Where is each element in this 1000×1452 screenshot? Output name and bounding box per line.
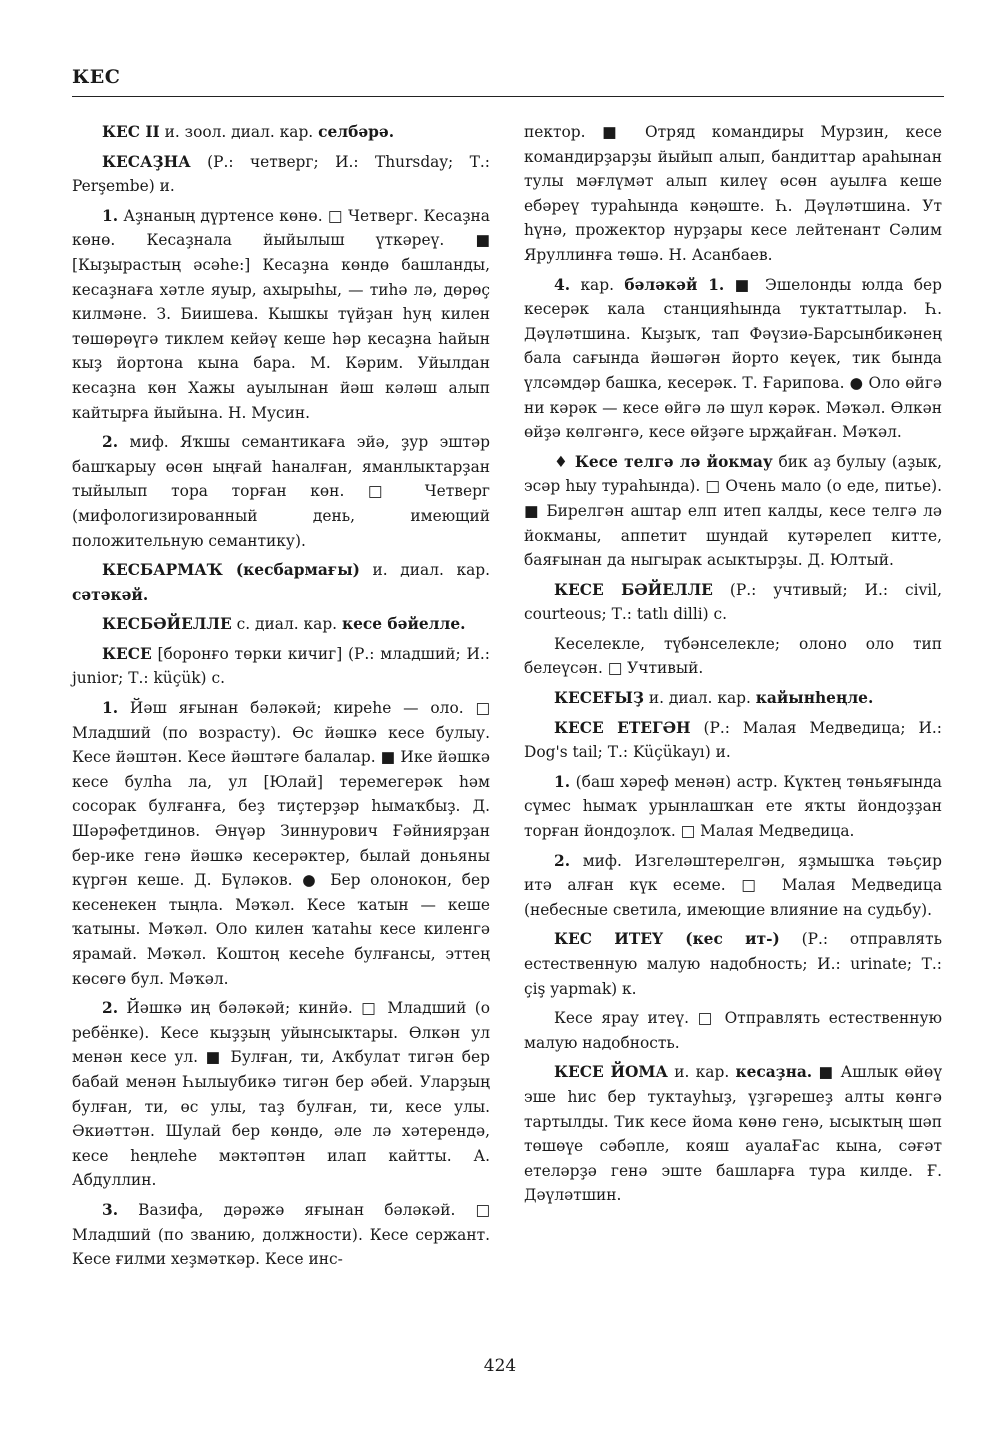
entry-text: и. кар. bbox=[667, 1063, 736, 1082]
entry-text: миф. Изгеләштерелгән, яҙмышҡа тәьҫир итә алған күк есеме. □ Малая Медведица (небесные светила, имеющие влияние на судьбу). bbox=[524, 851, 942, 919]
entry-text: пектор. ■ Отряд командиры Мурзин, кесе командирҙарҙы йыйып алып, бандиттар араһынан тулы мәғлүмәт алып килеү өсөн ауылға кеше ебәреү тураһында кәңәште. Һ. Дәүләтшина. Ут һүнә, прожектор нурҙары кесе лейтенант Сәлим Яруллинға төшә. Н. Асанбаев. bbox=[524, 123, 942, 264]
headword: КЕСЕ ЙОМА bbox=[554, 1063, 668, 1082]
entry-text: (Р.: Малая Медведица; И.: Dog's tail; Т.: Küçükayı) и. bbox=[524, 718, 942, 762]
left-column bbox=[72, 120, 490, 1277]
entry-text: Йәшкә иң бәләкәй; кинйә. □ Младший (о ребёнке). Кесе кыҙҙың уйынсыктары. Өлкән ул менән кесе ул. ■ Булған, ти, Аҡбулат тигән бер бабай менән Һылыубикә тигән бер әбей. Уларҙың булған, ти, өс улы, таҙ булған, ти, кесе улы. Әкиәттән. Шулай бер көндө, әле лә хәтерендә, кесе һеңлеһе мәктәптән илап кайтты. А. Абдуллин. bbox=[72, 999, 490, 1190]
dictionary-paragraph bbox=[524, 716, 942, 765]
entry-text: Кеселекле, түбәнселекле; олоно оло тип белеүсән. □ Учтивый. bbox=[524, 634, 942, 678]
entry-text: (Р.: учтивый; И.: civil, courteous; Т.: tatlı dilli) с. bbox=[524, 580, 942, 624]
headword: кесе бәйелле. bbox=[341, 615, 466, 634]
entry-text: (Р.: четверг; И.: Thursday; Т.: Perşembe) и. bbox=[72, 152, 490, 196]
headword: КЕСАҘНА bbox=[102, 152, 191, 171]
headword: 4. bbox=[554, 275, 571, 294]
dictionary-paragraph bbox=[72, 558, 490, 607]
headword: КЕСЕҒЫҘ bbox=[554, 689, 644, 708]
headword: КЕСБӘЙЕЛЛЕ bbox=[102, 615, 232, 634]
entry-text: и. зоол. диал. кар. bbox=[159, 123, 319, 141]
entry-text: ■ Ашлык өйөү эше һис бер туктауһыҙ, үҙгәрешеҙ алты көнгә тартылды. Тик кесе йома көнө генә, ысыктың шәп төшөүе сәбәпле, кояш ауалаҒас кына, сәғәт етеләрҙә генә эште башларға тура килде. Ғ. Дәүләтшин. bbox=[524, 1063, 943, 1205]
headword: 1. bbox=[102, 206, 119, 225]
headword: бәләкәй 1. bbox=[624, 275, 725, 294]
dictionary-paragraph bbox=[524, 450, 942, 573]
dictionary-paragraph bbox=[72, 430, 490, 553]
entry-text: и. диал. кар. bbox=[643, 689, 756, 708]
headword: КЕСБАРМАҠ (кесбармағы) bbox=[102, 561, 360, 580]
entry-text: ■ Эшелонды юлда бер кесерәк кала станцияһында туктаттылар. Һ. Дәүләтшина. Кыҙыҡ, тап Фәүзиә-Барсынбикәнең бала сағында йәшәгән йорто кеүек, тик бында үлсәмдәр башка, кесерәк. Т. Ғарипова. ● Оло өйгә ни кәрәк — кесе өйгә лә шул кәрәк. Мәҡәл. Өлкән өйҙә көлгәнгә, кесе өйҙәге ырҗайған. Мәҡәл. bbox=[524, 275, 942, 442]
entry-text: и. диал. кар. bbox=[359, 561, 490, 580]
dictionary-paragraph bbox=[72, 612, 490, 637]
running-header bbox=[72, 66, 944, 97]
headword: 2. bbox=[102, 433, 119, 452]
dictionary-paragraph bbox=[72, 1198, 490, 1272]
page-number: 424 bbox=[483, 1356, 517, 1376]
dictionary-paragraph bbox=[524, 632, 942, 681]
dictionary-paragraph bbox=[524, 770, 942, 844]
headword: КЕС II bbox=[102, 123, 160, 141]
entry-text: с. диал. кар. bbox=[231, 615, 342, 634]
dictionary-paragraph bbox=[524, 1006, 942, 1055]
running-head-text: КЕС bbox=[72, 66, 121, 88]
entry-text: (баш хәреф менән) астр. Күктең төньяғында сүмес һымаҡ урынлашҡан ете яҡты йондоҙҙан торған йондоҙлоҡ. □ Малая Медведица. bbox=[524, 772, 942, 841]
headword: сәтәкәй. bbox=[72, 585, 149, 604]
headword: КЕСЕ ЕТЕГӘН bbox=[554, 718, 691, 737]
entry-text: бик аҙ булыу (аҙык, эсәр һыу тураһында). □ Очень мало (о еде, питье). ■ Бирелгән аштар елп итеп калды, кесе телгә лә йокманы, аппетит шундай кутәрелеп китте, баяғынан да ныгырак асыктырҙы. Д. Юлтый. bbox=[524, 452, 942, 570]
entry-text: Кесе яраy итеү. □ Отправлять естественную малую надобность. bbox=[524, 1009, 942, 1052]
entry-text: (Р.: отправлять естественную малую надобность; И.: urinate; Т.: çiş yapmak) к. bbox=[524, 930, 942, 998]
dictionary-paragraph bbox=[524, 849, 942, 923]
dictionary-paragraph bbox=[524, 1060, 942, 1208]
dictionary-paragraph bbox=[72, 696, 490, 991]
headword: селбәрә. bbox=[318, 123, 395, 141]
headword: 1. bbox=[554, 772, 571, 791]
headword: 3. bbox=[102, 1200, 119, 1219]
headword: кайынһеңле. bbox=[755, 689, 874, 708]
headword: КЕСЕ bbox=[102, 644, 152, 663]
entry-text: Йәш яғынан бәләкәй; киреһе — оло. □ Младший (по возрасту). Өс йәшкә кесе булыу. Кесе йәштән. Кесе йәштәге балалар. ■ Ике йәшкә кесе булһа ла, ул [Юлай] теремегерәк һәм сосорак булғанға, беҙ тиҫтерҙәр һымаҡбыҙ. Д. Шәрәфетдинов. Әнүәр Зиннурович Ғәйниярҙан бер-ике генә йәшкә кесерәктер, былай доньяны күргән кеше. Д. Бүләков. ● Бер олонокон, бер кесенекен тыңла. Мәҡәл. Кесе ҡатын — кеше ҡатыны. Мәҡәл. Оло килен ҡатаһы кесе киленгә ярамай. Мәҡәл. Коштоң кесеһе булғансы, эттең көсөгө бул. Мәҡәл. bbox=[72, 699, 490, 988]
dictionary-paragraph bbox=[524, 686, 942, 711]
headword: КЕСЕ БӘЙЕЛЛЕ bbox=[554, 580, 713, 599]
headword: ♦ Кесе телгә лә йокмау bbox=[554, 452, 773, 471]
dictionary-paragraph bbox=[524, 273, 942, 445]
headword: 1. bbox=[102, 699, 119, 718]
headword: кесаҙна. bbox=[735, 1063, 813, 1082]
right-column bbox=[524, 120, 942, 1213]
entry-text: кар. bbox=[570, 275, 625, 294]
entry-text: миф. Яҡшы семантикаға эйә, ҙур эштәр башҡарыу өсөн ыңғай һаналған, яманлыктарҙан тыйылып тора торған көн. □ Четверг (мифологизированный день, имеющий положительную семантику). bbox=[72, 433, 490, 550]
dictionary-paragraph bbox=[72, 120, 490, 145]
dictionary-paragraph bbox=[524, 927, 942, 1001]
dictionary-paragraph bbox=[72, 204, 490, 425]
dictionary-paragraph bbox=[72, 150, 490, 199]
entry-text: [боронғо төрки кичиг] (Р.: младший; И.: junior; Т.: küçük) с. bbox=[72, 644, 490, 688]
dictionary-paragraph bbox=[524, 578, 942, 627]
entry-text: Аҙнаның дүртенсе көнө. □ Четверг. Кесаҙна көнө. Кесаҙнала йыйылыш үткәреү. ■ [Кыҙырастың әсәһе:] Кесаҙна көндө башланды, кесаҙнаға хәтле яуыр, ахырыһы, — тиһә лә, дөрөҫ килмәне. З. Биишева. Кышкы түйҙан һуң килен төшөрөүгә тиклем кейәү кеше һәр кесаҙна һайын кыҙ йортона кына бара. М. Кәрим. Уйылдан кесаҙна көн Хажы ауылынан йәш кәләш алып кайтырға йыйына. Н. Мусин. bbox=[72, 206, 490, 422]
headword: 2. bbox=[554, 851, 571, 870]
headword: КЕС ИТЕҮ (кес ит-) bbox=[554, 930, 780, 949]
entry-text: Вазифа, дәрәжә яғынан бәләкәй. □ Младший (по званию, должности). Кесе сержант. Кесе ғилми хеҙмәткәр. Кесе инс- bbox=[72, 1200, 490, 1269]
dictionary-paragraph bbox=[72, 642, 490, 691]
dictionary-paragraph bbox=[524, 120, 942, 268]
dictionary-paragraph bbox=[72, 996, 490, 1193]
headword: 2. bbox=[102, 999, 119, 1018]
